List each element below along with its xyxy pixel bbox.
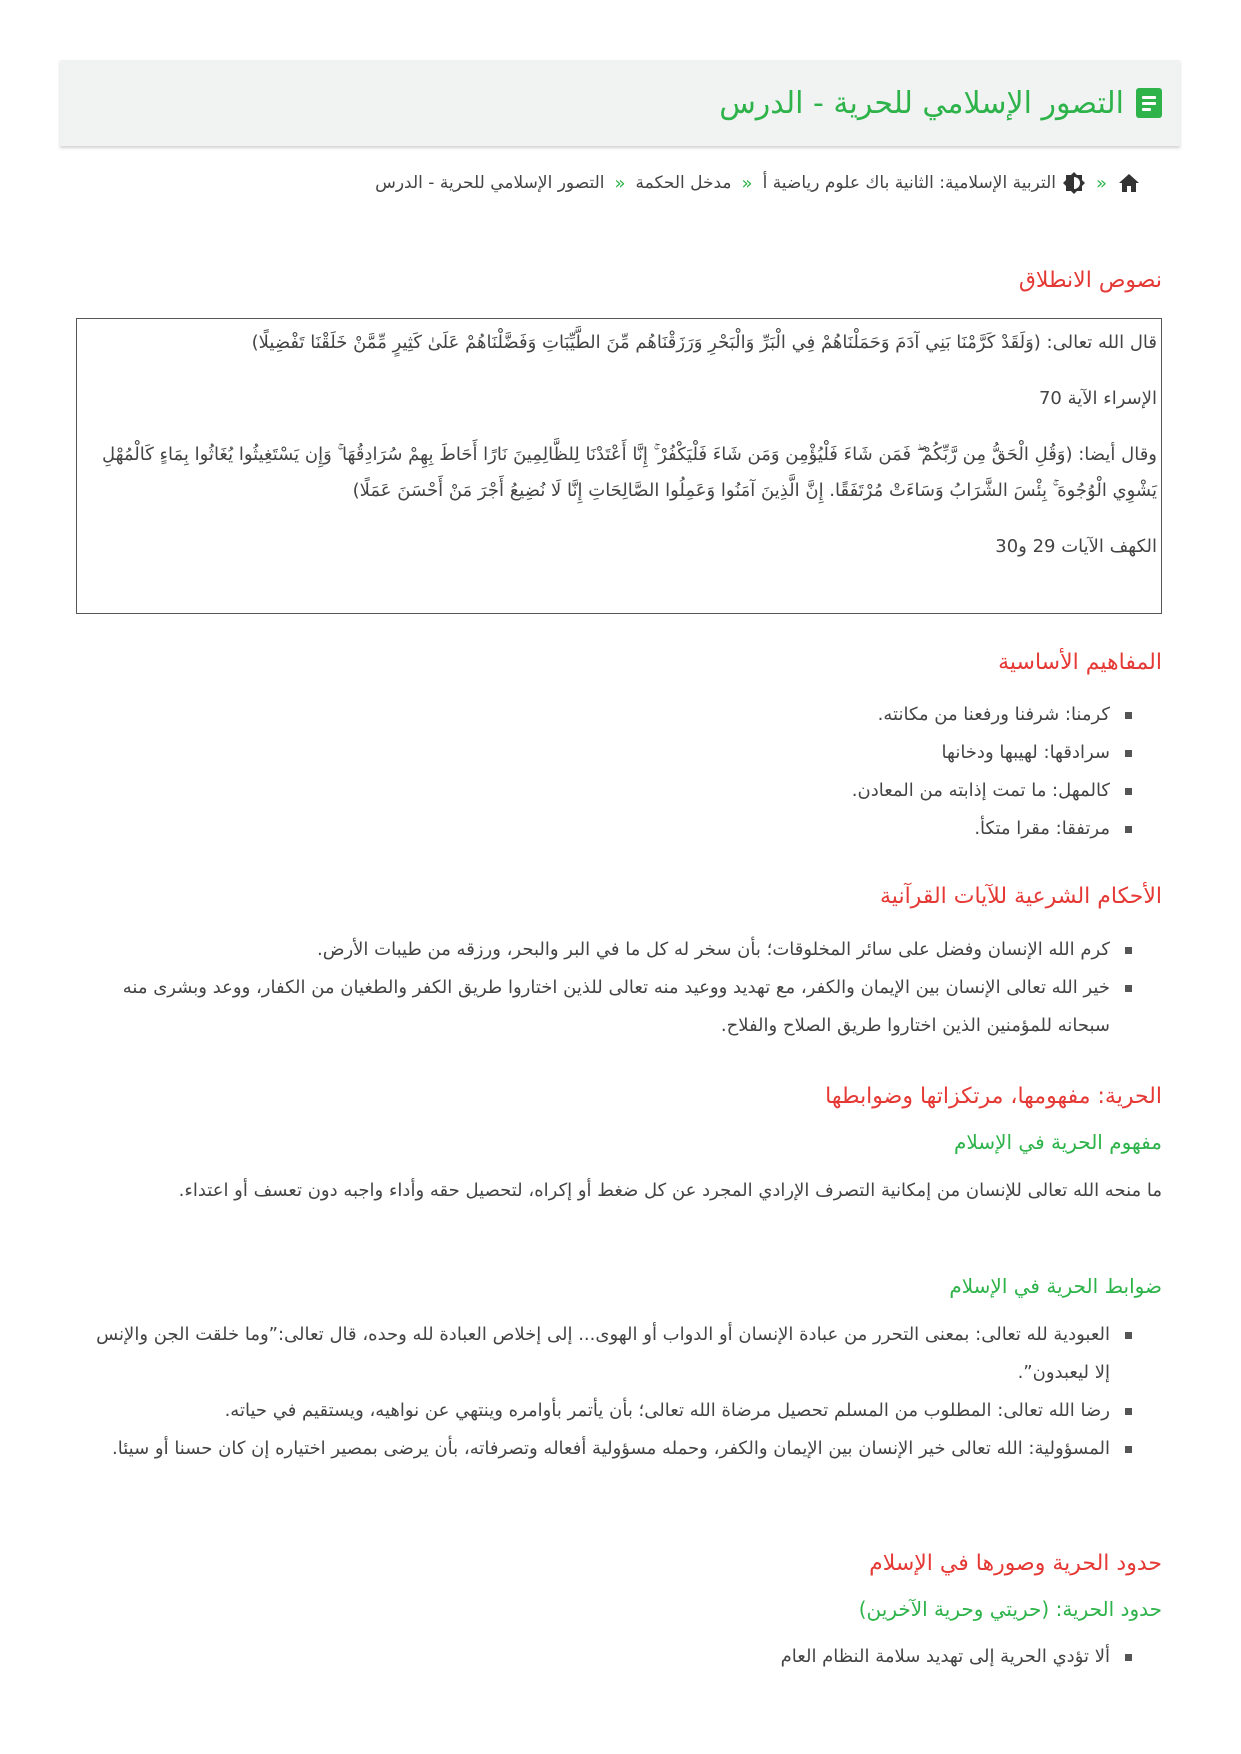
list-item: خير الله تعالى الإنسان بين الإيمان والكفر، مع تهديد ووعيد منه تعالى للذين اختاروا طريق الكفر والطغيان من الكفار، ووعد وبشرى منه سبحانه للمؤمنين الذين اختاروا طريق الصلاح والفلاح.	[76, 969, 1132, 1045]
limits-list	[781, 1638, 1132, 1676]
list-item: ألا تؤدي الحرية إلى تهديد سلامة النظام العام	[781, 1638, 1132, 1676]
concepts-list	[852, 696, 1132, 848]
breadcrumb-separator: »	[741, 172, 753, 194]
section-heading-freedom: الحرية: مفهومها، مرتكزاتها وضوابطها	[825, 1084, 1162, 1109]
freedom-controls-list	[76, 1316, 1132, 1468]
breadcrumb-item-current: التصور الإسلامي للحرية - الدرس	[375, 173, 605, 193]
breadcrumb-separator: »	[1095, 172, 1107, 194]
list-item: المسؤولية: الله تعالى خير الإنسان بين الإيمان والكفر، وحمله مسؤولية أفعاله وتصرفاته، بأن يرضى بمصير اختياره إن كان حسنا أو سيئا.	[76, 1430, 1132, 1468]
section-heading-limits: حدود الحرية وصورها في الإسلام	[869, 1551, 1162, 1576]
section-heading-rulings: الأحكام الشرعية للآيات القرآنية	[880, 884, 1162, 909]
section-heading-concepts: المفاهيم الأساسية	[998, 650, 1162, 675]
freedom-definition: ما منحه الله تعالى للإنسان من إمكانية التصرف الإرادي المجرد عن كل ضغط أو إكراه، لتحصيل حقه وأداء واجبه دون تعسف أو اعتداء.	[178, 1180, 1162, 1201]
breadcrumb-separator: »	[614, 172, 626, 194]
list-item: سرادقها: لهيبها ودخانها	[852, 734, 1132, 772]
list-item: كرم الله الإنسان وفضل على سائر المخلوقات؛ بأن سخر له كل ما في البر والبحر، ورزقه من طيبات الأرض.	[76, 931, 1132, 969]
subheading-freedom-concept: مفهوم الحرية في الإسلام	[954, 1130, 1162, 1154]
list-item: رضا الله تعالى: المطلوب من المسلم تحصيل مرضاة الله تعالى؛ بأن يأتمر بأوامره وينتهي عن نواهيه، ويستقيم في حياته.	[76, 1392, 1132, 1430]
breadcrumb-item-course[interactable]: التربية الإسلامية: الثانية باك علوم رياضية أ	[762, 173, 1056, 193]
verse-reference: الكهف الآيات 29 و30	[995, 536, 1157, 557]
verse-text: وقال أيضا: (وَقُلِ الْحَقُّ مِن رَّبِّكُمْ ۖ فَمَن شَاءَ فَلْيُؤْمِن وَمَن شَاءَ فَلْيَكْفُرْ ۚ إِنَّا أَعْتَدْنَا لِلظَّالِمِينَ نَارًا أَحَاطَ بِهِمْ سُرَادِقُهَا ۚ وَإِن يَسْتَغِيثُوا يُغَاثُوا بِمَاءٍ كَالْمُهْلِ يَشْوِي الْوُجُوهَ ۚ بِئْسَ الشَّرَابُ وَسَاءَتْ مُرْتَفَقًا. إِنَّ الَّذِينَ آمَنُوا وَعَمِلُوا الصَّالِحَاتِ إِنَّا لَا نُضِيعُ أَجْرَ مَنْ أَحْسَنَ عَمَلًا)	[101, 444, 1157, 501]
list-item: العبودية لله تعالى: بمعنى التحرر من عبادة الإنسان أو الدواب أو الهوى... إلى إخلاص العبادة لله وحده، قال تعالى:”وما خلقت الجن والإنس إلا ليعبدون”.	[76, 1316, 1132, 1392]
page-title: التصور الإسلامي للحرية - الدرس	[719, 85, 1124, 121]
verse-text: قال الله تعالى: (وَلَقَدْ كَرَّمْنَا بَنِي آدَمَ وَحَمَلْنَاهُمْ فِي الْبَرِّ وَالْبَحْرِ وَرَزَقْنَاهُم مِّنَ الطَّيِّبَاتِ وَفَضَّلْنَاهُمْ عَلَىٰ كَثِيرٍ مِّمَّنْ خَلَقْنَا تَفْضِيلًا)	[251, 332, 1157, 353]
breadcrumb-item-module[interactable]: مدخل الحكمة	[635, 173, 732, 193]
lesson-body	[76, 0, 1162, 1754]
verse-reference: الإسراء الآية 70	[1038, 388, 1157, 409]
subheading-freedom-limits: حدود الحرية: (حريتي وحرية الآخرين)	[858, 1597, 1162, 1621]
list-item: كالمهل: ما تمت إذابته من المعادن.	[852, 772, 1132, 810]
list-item: مرتفقا: مقرا متكأ.	[852, 810, 1132, 848]
section-heading-intro: نصوص الانطلاق	[1018, 268, 1162, 293]
rulings-list	[76, 931, 1132, 1045]
list-item: كرمنا: شرفنا ورفعنا من مكانته.	[852, 696, 1132, 734]
subheading-freedom-controls: ضوابط الحرية في الإسلام	[949, 1274, 1162, 1298]
